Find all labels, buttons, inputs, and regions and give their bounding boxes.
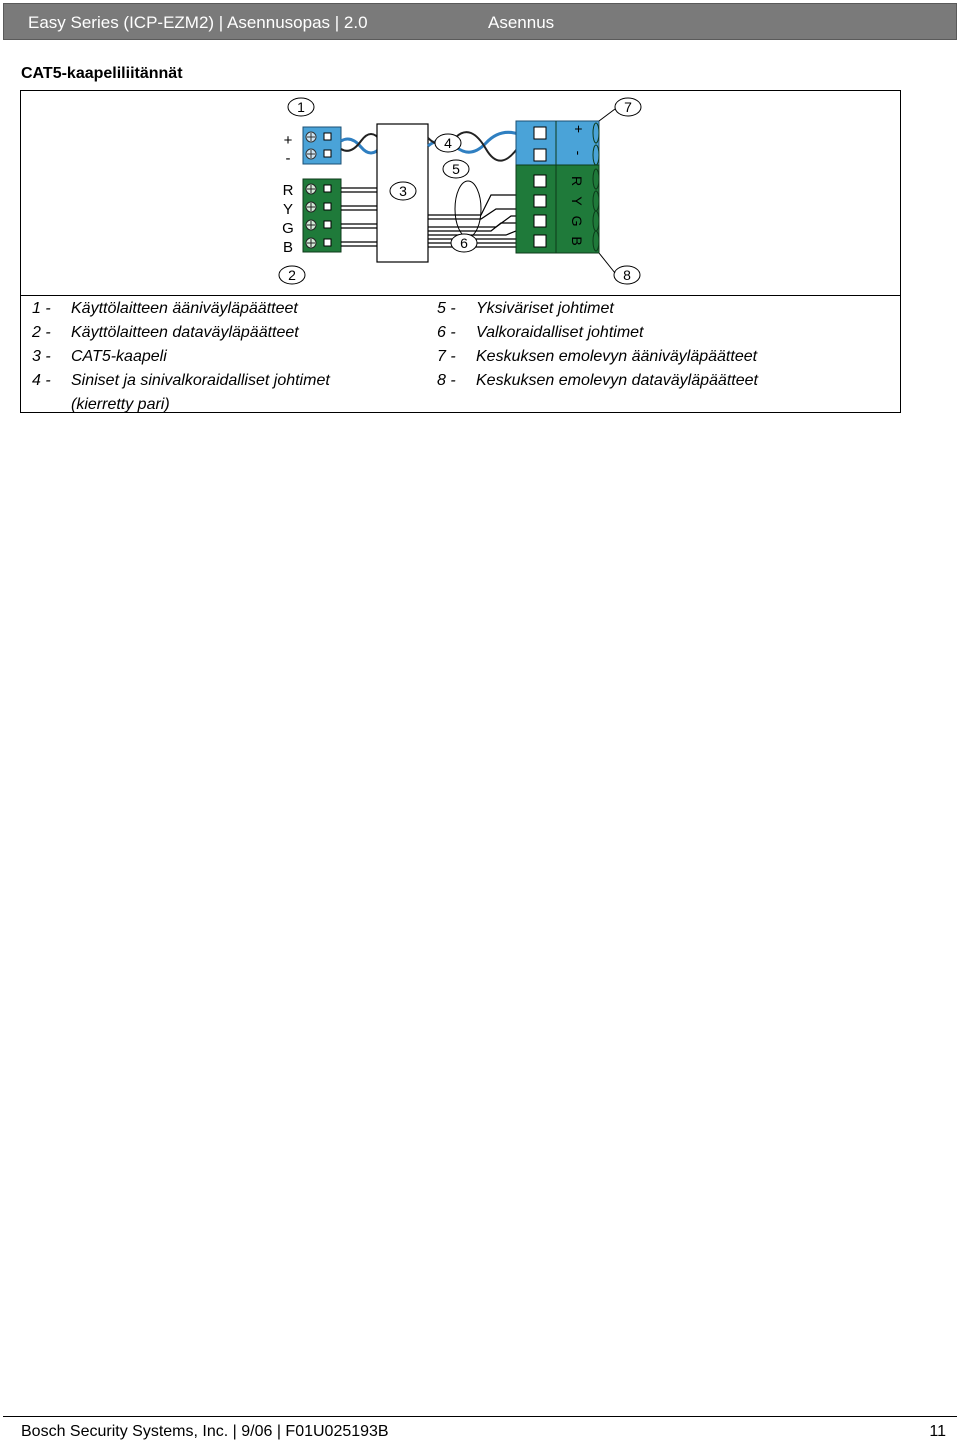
wiring-diagram [21,91,900,295]
keypad-y-label: Y [282,201,294,218]
legend-number: 4 - [32,372,51,389]
legend-text: Keskuksen emolevyn ääniväyläpäätteet [476,348,758,365]
keypad-r-label: R [282,182,294,199]
panel-minus-label: - [571,150,587,156]
legend-text: CAT5-kaapeli [71,348,167,365]
legend-number: 8 - [437,372,456,389]
chapter-title: Asennus [488,13,555,32]
legend-text: Käyttölaitteen ääniväyläpäätteet [71,300,298,317]
legend-text-continuation: (kierretty pari) [71,396,170,413]
panel-b-label: B [569,236,585,246]
panel-y-label: Y [569,196,585,206]
callout-2: 2 [288,267,296,283]
keypad-b-label: B [282,239,294,256]
legend-text: Käyttölaitteen dataväyläpäätteet [71,324,299,341]
legend-number: 7 - [437,348,456,365]
wiring-figure [20,90,901,413]
callout-4: 4 [444,135,452,151]
callout-8: 8 [623,267,631,283]
legend-number: 1 - [32,300,51,317]
panel-plus-label: + [571,124,587,134]
legend-text: Yksiväriset johtimet [476,300,614,317]
legend-divider [21,295,900,296]
keypad-terminal-labels [282,132,294,256]
callout-6: 6 [460,235,468,251]
document-title: Easy Series (ICP-EZM2) | Asennusopas | 2.0 [28,13,368,32]
legend-text: Valkoraidalliset johtimet [476,324,644,341]
legend-text: Keskuksen emolevyn dataväyläpäätteet [476,372,758,389]
header-bar [3,3,957,40]
legend-number: 6 - [437,324,456,341]
keypad-minus-label: - [285,150,291,167]
legend-number: 5 - [437,300,456,317]
callout-5: 5 [452,161,460,177]
callout-1: 1 [297,99,305,115]
section-title: CAT5-kaapeliliitännät [21,65,183,82]
panel-data-terminal-block [516,165,599,253]
keypad-plus-label: + [283,132,293,149]
footer-divider [3,1416,957,1417]
footer-info: Bosch Security Systems, Inc. | 9/06 | F01U025193B [21,1423,389,1440]
left-data-wires [341,188,377,246]
panel-r-label: R [569,175,585,187]
keypad-g-label: G [282,220,294,237]
callout-3: 3 [399,183,407,199]
legend-number: 3 - [32,348,51,365]
page-number: 11 [929,1423,946,1440]
callout-7: 7 [624,99,632,115]
legend-text: Siniset ja sinivalkoraidalliset johtimet [71,372,330,389]
legend-number: 2 - [32,324,51,341]
panel-g-label: G [569,215,585,227]
